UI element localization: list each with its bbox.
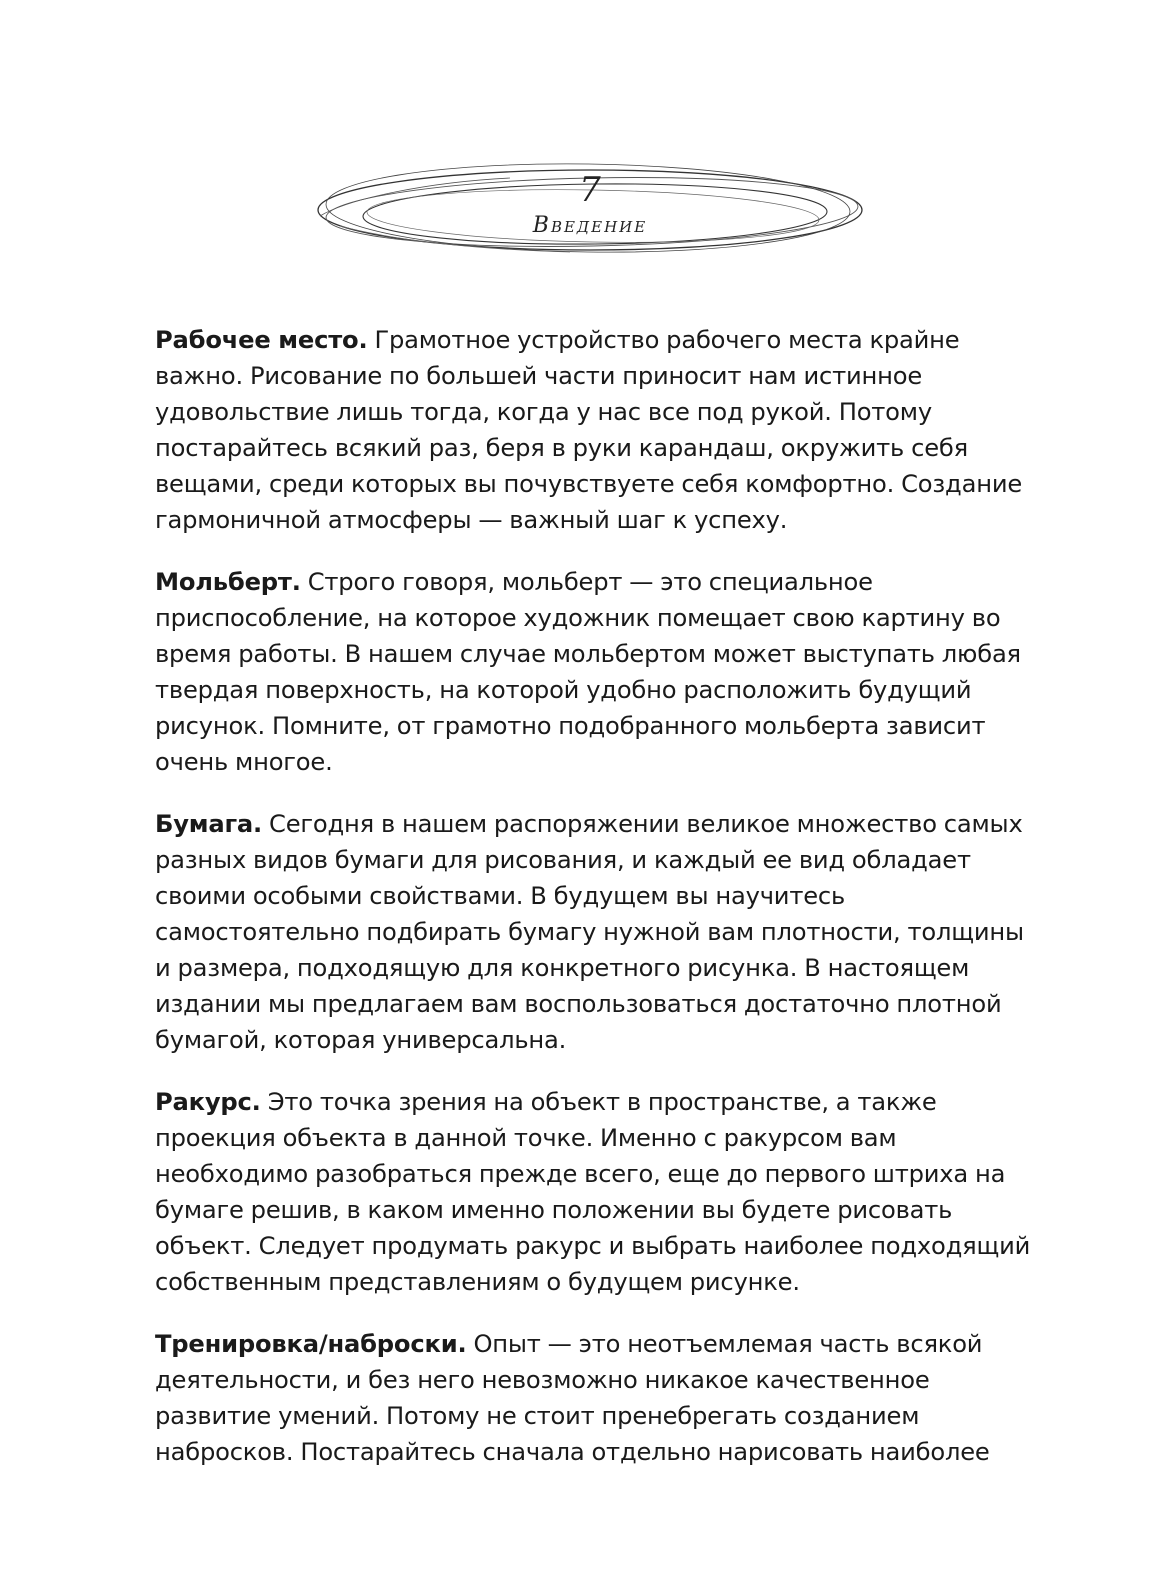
page-header [310, 158, 870, 258]
paragraph-paper [155, 806, 1037, 1058]
paragraph-text: Грамотное устройство рабочего места крайне важно. Рисование по большей части приносит нам истинное удовольствие лишь тогда, когда у нас все под рукой. Потому постарайтесь всякий раз, беря в руки карандаш, окружить себя вещами, среди которых вы почувствуете себя комфортно. Создание гармоничной атмосферы — важный шаг к успеху. [155, 326, 1023, 534]
page-number: 7 [579, 170, 601, 210]
chapter-title: Введение [532, 213, 648, 238]
term-heading: Тренировка/наброски. [155, 1330, 467, 1358]
paragraph-perspective [155, 1084, 1037, 1300]
term-heading: Рабочее место. [155, 326, 368, 354]
body-text [155, 322, 1037, 1496]
term-heading: Ракурс. [155, 1088, 261, 1116]
term-heading: Бумага. [155, 810, 263, 838]
paragraph-text: Сегодня в нашем распоряжении великое множество самых разных видов бумаги для рисования, и каждый ее вид обладает своими особыми свойствами. В будущем вы научитесь самостоятельно подбирать бумагу нужной вам плотности, толщины и размера, подходящую для конкретного рисунка. В настоящем издании мы предлагаем вам воспользоваться достаточно плотной бумагой, которая универсальна. [155, 810, 1024, 1054]
paragraph-easel [155, 564, 1037, 780]
term-heading: Мольберт. [155, 568, 301, 596]
paragraph-text: Строго говоря, мольберт — это специальное приспособление, на которое художник помещает свою картину во время работы. В нашем случае мольбертом может выступать любая твердая поверхность, на которой удобно расположить будущий рисунок. Помните, от грамотно подобранного мольберта зависит очень многое. [155, 568, 1021, 776]
paragraph-training [155, 1326, 1037, 1470]
paragraph-text: Опыт — это неотъемлемая часть всякой деятельности, и без него невозможно никакое качественное развитие умений. Потому не стоит пренебрегать созданием набросков. Постарайтесь сначала отдельно нарисовать наиболее [155, 1330, 990, 1466]
paragraph-text: Это точка зрения на объект в пространстве, а также проекция объекта в данной точке. Именно с ракурсом вам необходимо разобраться прежде всего, еще до первого штриха на бумаге решив, в каком именно положении вы будете рисовать объект. Следует продумать ракурс и выбрать наиболее подходящий собственным представлениям о будущем рисунке. [155, 1088, 1031, 1296]
paragraph-workplace [155, 322, 1037, 538]
